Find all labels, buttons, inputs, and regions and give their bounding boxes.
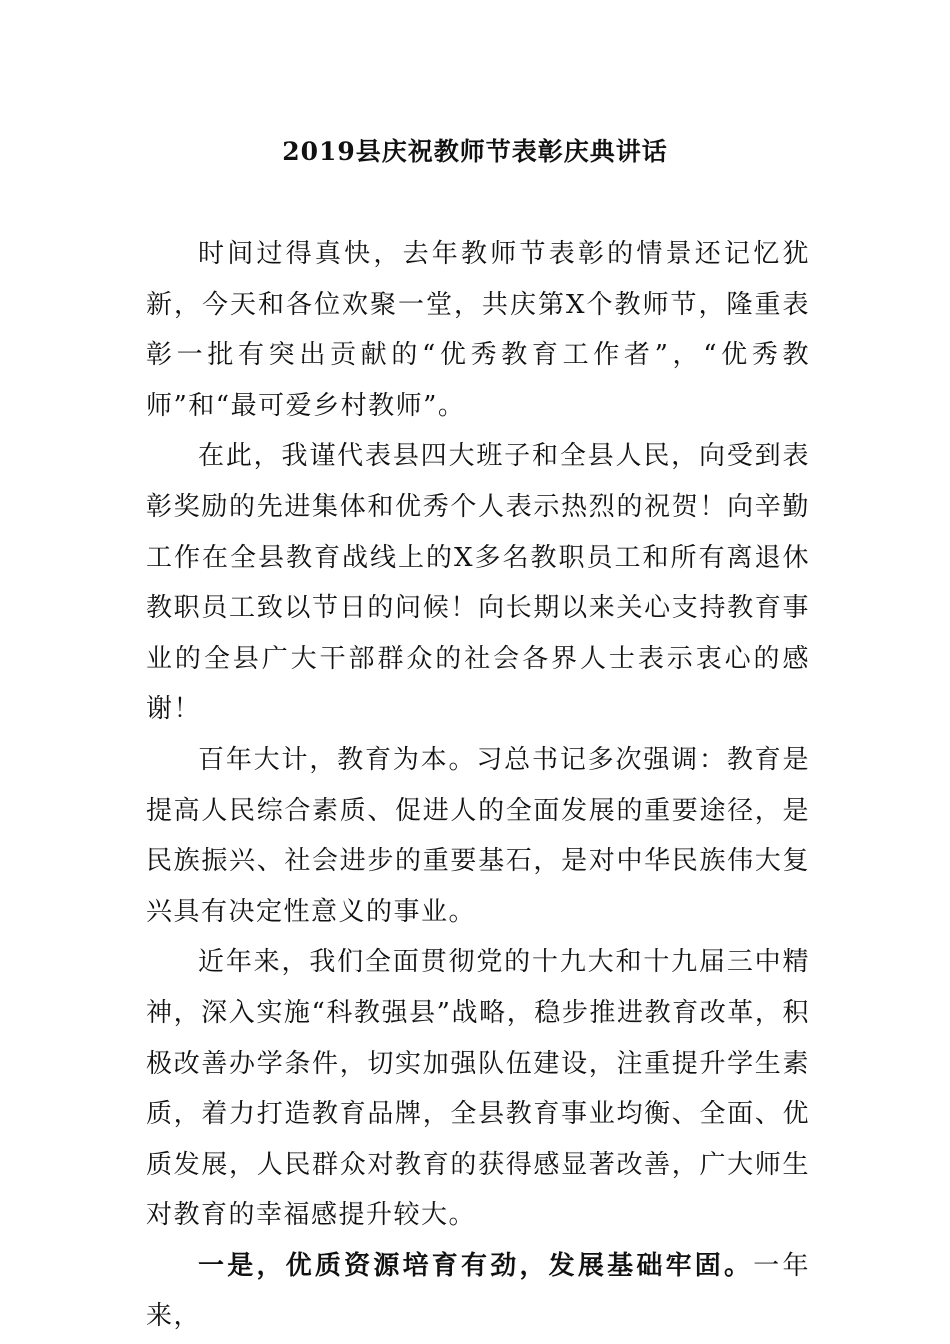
- paragraph-1: 时间过得真快，去年教师节表彰的情景还记忆犹新，今天和各位欢聚一堂，共庆第X个教师节，隆重表彰一批有突出贡献的“优秀教育工作者”，“优秀教师”和“最可爱乡村教师”。: [146, 239, 810, 421]
- paragraph-4: 近年来，我们全面贯彻党的十九大和十九届三中精神，深入实施“科教强县”战略，稳步推进教育改革，积极改善办学条件，切实加强队伍建设，注重提升学生素质，着力打造教育品牌，全县教育事业均衡、全面、优质发展，人民群众对教育的获得感显著改善，广大师生对教育的幸福感提升较大。: [146, 947, 810, 1231]
- document-title: 2019县庆祝教师节表彰庆典讲话: [282, 137, 668, 166]
- paragraph-5-bold-lead: 一是，优质资源培育有劲，发展基础牢固。: [198, 1250, 754, 1281]
- paragraph-5: [146, 1241, 810, 1342]
- paragraph-5-text: 一年来，: [146, 1250, 810, 1332]
- document-body: [146, 229, 810, 1342]
- paragraph-3: 百年大计，教育为本。习总书记多次强调：教育是提高人民综合素质、促进人的全面发展的重要途径，是民族振兴、社会进步的重要基石，是对中华民族伟大复兴具有决定性意义的事业。: [146, 744, 810, 927]
- paragraph-2: 在此，我谨代表县四大班子和全县人民，向受到表彰奖励的先进集体和优秀个人表示热烈的祝贺！向辛勤工作在全县教育战线上的X多名教职员工和所有离退休教职员工致以节日的问候！向长期以来关心支持教育事业的全县广大干部群众的社会各界人士表示衷心的感谢！: [146, 441, 810, 725]
